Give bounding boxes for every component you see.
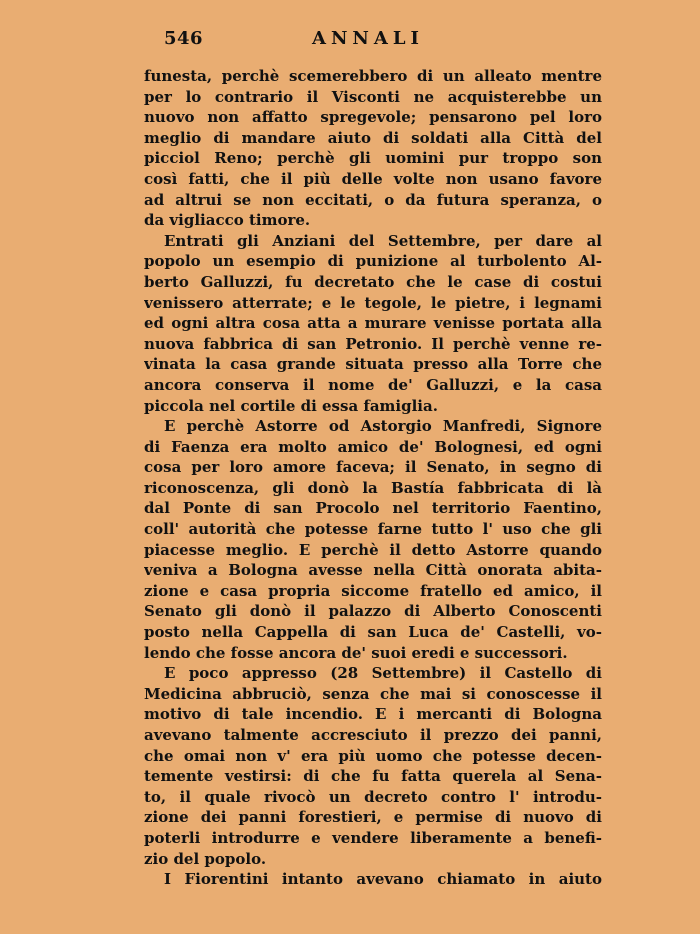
- text-line: Senato gli donò il palazzo di Alberto Conoscenti: [144, 602, 602, 621]
- text-line: piacesse meglio. E perchè il detto Astorre quando: [144, 540, 602, 559]
- text-line: funesta, perchè scemerebbero di un alleato mentre: [144, 67, 602, 85]
- text-line: nuovo non affatto spregevole; pensarono pel loro: [144, 108, 602, 127]
- text-line: zione e casa propria siccome fratello ed amico, il: [144, 581, 602, 600]
- text-line: avevano talmente accresciuto il prezzo dei panni,: [144, 726, 602, 744]
- text-line: piccola nel cortile di essa famiglia.: [144, 396, 438, 415]
- text-line: motivo di tale incendio. E i mercanti di Bologna: [144, 705, 602, 724]
- running-title: ANNALI: [312, 28, 424, 49]
- body-text: [144, 66, 602, 890]
- text-line: ancora conserva il nome de' Galluzzi, e la casa: [144, 375, 602, 394]
- paragraph-start-line: Entrati gli Anziani del Settembre, per dare al: [164, 231, 602, 250]
- text-line: ad altrui se non eccitati, o da futura speranza, o: [144, 190, 602, 209]
- text-line: posto nella Cappella di san Luca de' Castelli, vo-: [144, 623, 602, 642]
- text-line: poterli introdurre e vendere liberamente a benefi-: [144, 828, 602, 847]
- text-line: per lo contrario il Visconti ne acquisterebbe un: [144, 87, 602, 106]
- text-line: zio del popolo.: [144, 849, 267, 868]
- text-line: berto Galluzzi, fu decretato che le case di costui: [144, 272, 602, 291]
- text-line: lendo che fosse ancora de' suoi eredi e successori.: [144, 643, 568, 662]
- text-line: dal Ponte di san Procolo nel territorio Faentino,: [144, 499, 602, 518]
- text-line: venissero atterrate; e le tegole, le pietre, i legnami: [144, 293, 602, 312]
- text-line: da vigliacco timore.: [144, 211, 311, 230]
- text-line: to, il quale rivocò un decreto contro l' introdu-: [144, 787, 602, 806]
- text-line: che omai non v' era più uomo che potesse decen-: [144, 746, 602, 765]
- text-line: popolo un esempio di punizione al turbolento Al-: [144, 252, 602, 271]
- paragraph-start-line: I Fiorentini intanto avevano chiamato in aiuto: [164, 870, 602, 889]
- text-line: picciol Reno; perchè gli uomini pur troppo son: [144, 149, 602, 168]
- paragraph-start-line: E poco appresso (28 Settembre) il Castello di: [164, 664, 602, 683]
- text-line: Medicina abbruciò, senza che mai si conoscesse il: [144, 684, 602, 703]
- text-line: riconoscenza, gli donò la Bastía fabbricata di là: [144, 478, 602, 497]
- text-line: meglio di mandare aiuto di soldati alla Città del: [144, 128, 602, 147]
- text-line: coll' autorità che potesse farne tutto l' uso che gli: [144, 520, 602, 539]
- page-number: 546: [164, 28, 204, 49]
- text-line: ed ogni altra cosa atta a murare venisse portata alla: [144, 314, 602, 333]
- text-line: vinata la casa grande situata presso alla Torre che: [144, 355, 602, 374]
- text-line: veniva a Bologna avesse nella Città onorata abita-: [144, 561, 602, 580]
- text-line: cosa per loro amore faceva; il Senato, in segno di: [144, 458, 602, 477]
- text-line: temente vestirsi: di che fu fatta querela al Sena-: [144, 767, 602, 786]
- paragraph-start-line: E perchè Astorre od Astorgio Manfredi, Signore: [164, 417, 602, 436]
- page-header: [0, 28, 700, 56]
- text-line: nuova fabbrica di san Petronio. Il perchè venne re-: [144, 334, 602, 353]
- text-line: di Faenza era molto amico de' Bolognesi, ed ogni: [144, 437, 602, 456]
- text-line: zione dei panni forestieri, e permise di nuovo di: [144, 808, 602, 827]
- text-line: così fatti, che il più delle volte non usano favore: [144, 169, 602, 188]
